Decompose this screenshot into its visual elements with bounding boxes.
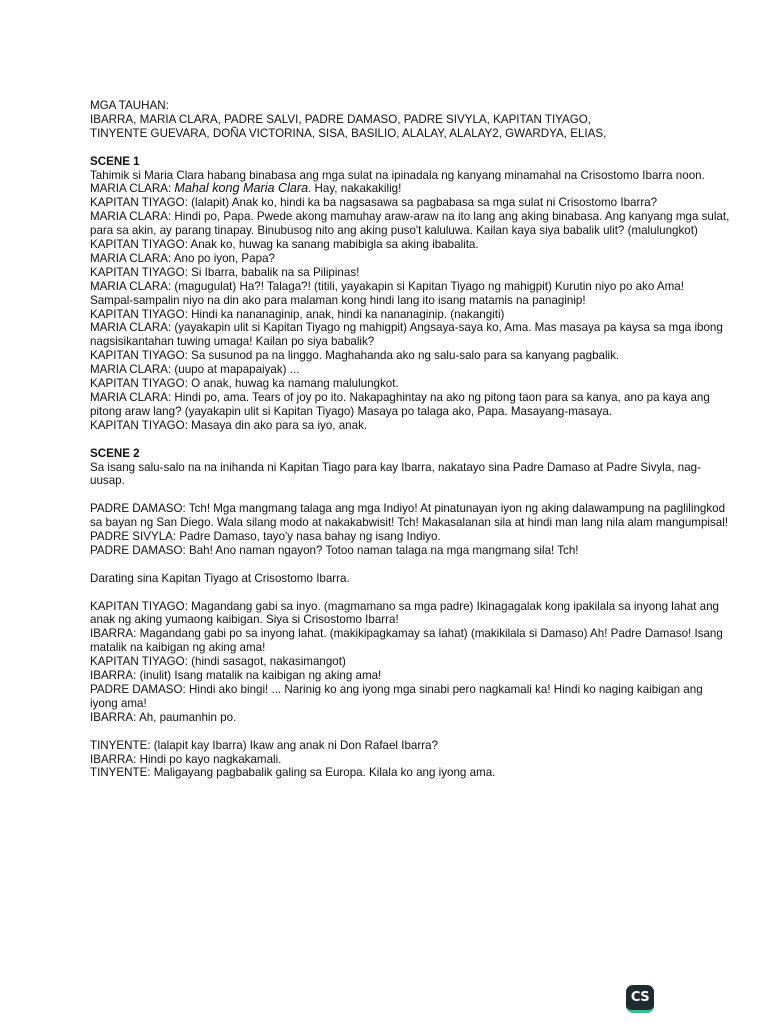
scene-2-intro: Sa isang salu-salo na na inihanda ni Kapitan Tiago para kay Ibarra, nakatayo sina Padre Damaso at Padre Sivyla, nag-uusap. <box>90 460 701 488</box>
scene-2-stage-direction: Darating sina Kapitan Tiyago at Crisostomo Ibarra. <box>90 571 350 585</box>
letter-italic-text: Mahal kong Maria Clara <box>174 181 309 196</box>
cast-heading: MGA TAUHAN: <box>90 99 169 112</box>
scene-1-line: MARIA CLARA: (yayakapin ulit si Kapitan Tiyago ng mahigpit) Angsaya-saya ko, Ama. Mas masaya pa kaysa sa mga ibong nagsisikantahan tuwing umaga! Kailan po siya babalik? <box>90 321 723 349</box>
scene-1-line: KAPITAN TIYAGO: O anak, huwag ka namang malulungkot. <box>90 377 399 391</box>
scene-2-line: TINYENTE: Maligayang pagbabalik galing sa Europa. Kilala ko ang iyong ama. <box>90 766 496 780</box>
scene-2-line: IBARRA: Ah, paumanhin po. <box>90 710 237 724</box>
scene-2-line: IBARRA: Hindi po kayo nagkakamali. <box>90 752 282 766</box>
scene-1-line: KAPITAN TIYAGO: Si Ibarra, babalik na sa Pilipinas! <box>90 265 360 279</box>
scene-2-line: PADRE SIVYLA: Padre Damaso, tayo'y nasa bahay ng isang Indiyo. <box>90 530 441 544</box>
scene-1-letter-line <box>90 182 730 196</box>
scene-2-line: KAPITAN TIYAGO: (hindi sasagot, nakasimangot) <box>90 655 346 669</box>
scene-1-line: MARIA CLARA: Ano po iyon, Papa? <box>90 251 275 265</box>
scene-2-line: PADRE DAMASO: Tch! Mga mangmang talaga ang mga Indiyo! At pinatunayan iyon ng aking dalawampung na paglilingkod sa bayan ng San Diego. Wala silang modo at nakakabwisit! Tch! Makasalanan sila at hindi man lang nila alam mangumpisal! <box>90 502 729 530</box>
document-body <box>90 99 730 780</box>
cast-list-line: TINYENTE GUEVARA, DOÑA VICTORINA, SISA, BASILIO, ALALAY, ALALAY2, GWARDYA, ELIAS, <box>90 126 607 140</box>
letter-suffix-text: . Hay, nakakakilig! <box>308 182 402 196</box>
scene-2-line: IBARRA: Magandang gabi po sa inyong lahat. (makikipagkamay sa lahat) (makikilala si Damaso) Ah! Padre Damaso! Isang matalik na kaibigan ng aking ama! <box>90 627 723 655</box>
scene-2-heading: SCENE 2 <box>90 446 140 460</box>
scene-1-heading: SCENE 1 <box>90 154 140 168</box>
scene-1-line: MARIA CLARA: Hindi po, Papa. Pwede akong mamuhay araw-araw na ito lang ang aking binabasa. Ang kanyang mga sulat, para sa akin, ay parang tinapay. Binubusog nito ang aking puso't kaluluwa. Kailan kaya siya babalik ulit? (malulungkot) <box>90 210 730 238</box>
scene-1-line: KAPITAN TIYAGO: Anak ko, huwag ka sanang mabibigla sa aking ibabalita. <box>90 238 479 252</box>
scene-1-line: Tahimik si Maria Clara habang binabasa ang mga sulat na ipinadala ng kanyang minamahal na Crisostomo Ibarra noon. <box>90 168 705 182</box>
scene-2-line: PADRE DAMASO: Hindi ako bingi! ... Narinig ko ang iyong mga sinabi pero nagkamali ka! Hindi ko naging kaibigan ang iyong ama! <box>90 682 703 710</box>
scene-1-line: KAPITAN TIYAGO: (lalapit) Anak ko, hindi ka ba nagsasawa sa pagbabasa sa mga sulat ni Crisostomo Ibarra? <box>90 196 658 210</box>
scene-1-line: KAPITAN TIYAGO: Sa susunod pa na linggo. Maghahanda ako ng salu-salo para sa kanyang pagbalik. <box>90 349 620 363</box>
scene-2-line: PADRE DAMASO: Bah! Ano naman ngayon? Totoo naman talaga na mga mangmang sila! Tch! <box>90 543 579 557</box>
scene-1-line: MARIA CLARA: (magugulat) Ha?! Talaga?! (titili, yayakapin si Kapitan Tiyago ng mahigpit) Kurutin niyo po ako Ama! Sampal-sampalin niyo na din ako para malaman kong hindi lang ito isang matamis na panaginip! <box>90 279 684 307</box>
scene-2-line: TINYENTE: (lalapit kay Ibarra) Ikaw ang anak ni Don Rafael Ibarra? <box>90 738 438 752</box>
scene-2-line: KAPITAN TIYAGO: Magandang gabi sa inyo. (magmamano sa mga padre) Ikinagagalak kong ipakilala sa inyong lahat ang anak ng aking yumaong kaibigan. Siya si Crisostomo Ibarra! <box>90 599 719 627</box>
speaker-text: MARIA CLARA: <box>90 182 175 196</box>
scene-1-line: MARIA CLARA: Hindi po, ama. Tears of joy po ito. Nakapaghintay na ako ng pitong taon para sa kanya, ano pa kaya ang pitong araw lang? (yayakapin ulit si Kapitan Tiyago) Masaya po talaga ako, Papa. Masayang-masaya. <box>90 391 710 418</box>
cast-list-line: IBARRA, MARIA CLARA, PADRE SALVI, PADRE DAMASO, PADRE SIVYLA, KAPITAN TIYAGO, <box>90 112 592 126</box>
scene-1-line: MARIA CLARA: (uupo at mapapaiyak) ... <box>90 363 300 377</box>
scene-2-line: IBARRA: (inulit) Isang matalik na kaibigan ng aking ama! <box>90 669 382 683</box>
camscanner-logo-icon: CS <box>626 985 654 1013</box>
scene-1-line: KAPITAN TIYAGO: Masaya din ako para sa iyo, anak. <box>90 418 368 432</box>
scene-1-line: KAPITAN TIYAGO: Hindi ka nananaginip, anak, hindi ka nananaginip. (nakangiti) <box>90 307 505 321</box>
